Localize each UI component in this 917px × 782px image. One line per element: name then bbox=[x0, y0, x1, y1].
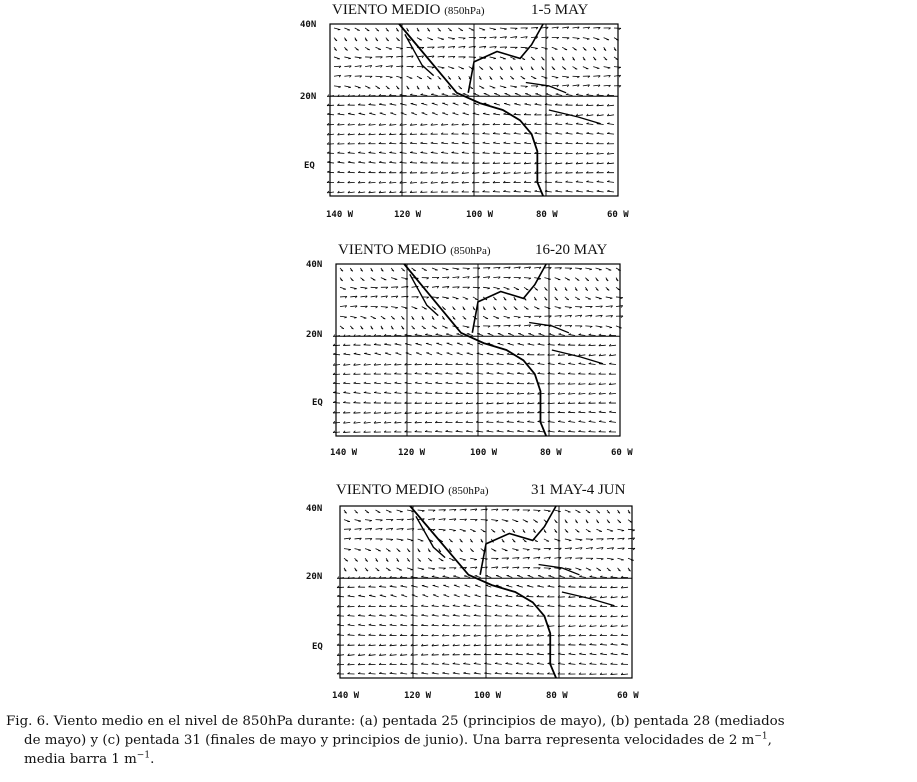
x-label-120w: 120 W bbox=[404, 691, 432, 701]
wind-vector-map bbox=[330, 24, 618, 196]
x-label-60w: 60 W bbox=[611, 448, 633, 458]
x-label-140w: 140 W bbox=[326, 210, 354, 220]
wind-vector-map bbox=[340, 506, 632, 678]
x-label-100w: 100 W bbox=[466, 210, 494, 220]
panel-date: 16-20 MAY bbox=[535, 242, 608, 258]
caption-line-2: de mayo) y (c) pentada 31 (finales de mayo y principios de junio). Una barra representa velocidades de 2 $m^{-1}$, bbox=[24, 731, 772, 748]
coastline bbox=[539, 564, 615, 605]
pressure-level: (850hPa) bbox=[448, 485, 489, 497]
coastline bbox=[404, 264, 546, 436]
y-label-40n: 40N bbox=[306, 260, 323, 270]
x-label-80w: 80 W bbox=[536, 210, 558, 220]
coastline bbox=[529, 322, 603, 363]
coastline bbox=[399, 24, 543, 196]
y-label-eq: EQ bbox=[312, 398, 323, 408]
coastline bbox=[480, 506, 556, 575]
y-label-eq: EQ bbox=[304, 161, 315, 171]
coastline bbox=[526, 82, 601, 123]
x-label-60w: 60 W bbox=[617, 691, 639, 701]
coastline bbox=[410, 274, 438, 315]
panel-title: VIENTO MEDIO (850hPa) bbox=[338, 242, 491, 258]
pressure-level: (850hPa) bbox=[450, 245, 491, 257]
x-label-120w: 120 W bbox=[394, 210, 422, 220]
wind-map-panel-a bbox=[0, 0, 917, 240]
y-label-40n: 40N bbox=[300, 20, 317, 30]
wind-vector-map bbox=[336, 264, 620, 436]
figure-caption bbox=[6, 712, 912, 769]
x-label-80w: 80 W bbox=[546, 691, 568, 701]
x-label-80w: 80 W bbox=[540, 448, 562, 458]
wind-map-panel-c bbox=[0, 480, 917, 720]
panel-date: 1-5 MAY bbox=[531, 2, 589, 18]
y-label-20n: 20N bbox=[300, 92, 317, 102]
caption-line-3: media barra 1 $m^{-1}$. bbox=[24, 750, 155, 767]
x-label-140w: 140 W bbox=[332, 691, 360, 701]
caption-line-1: Fig. 6. Viento medio en el nivel de 850hPa durante: (a) pentada 25 (principios de mayo), (b) pentada 28 (mediados bbox=[6, 714, 785, 729]
x-label-60w: 60 W bbox=[607, 210, 629, 220]
y-label-eq: EQ bbox=[312, 642, 323, 652]
y-label-20n: 20N bbox=[306, 330, 323, 340]
x-label-120w: 120 W bbox=[398, 448, 426, 458]
coastline bbox=[468, 24, 543, 93]
y-label-40n: 40N bbox=[306, 504, 323, 514]
panel-title: VIENTO MEDIO (850hPa) bbox=[332, 2, 485, 18]
x-label-100w: 100 W bbox=[470, 448, 498, 458]
coastline bbox=[405, 34, 434, 75]
wind-map-panel-b bbox=[0, 240, 917, 480]
x-label-100w: 100 W bbox=[474, 691, 502, 701]
y-label-20n: 20N bbox=[306, 572, 323, 582]
pressure-level: (850hPa) bbox=[444, 5, 485, 17]
panel-date: 31 MAY-4 JUN bbox=[531, 482, 626, 498]
x-label-140w: 140 W bbox=[330, 448, 358, 458]
panel-title: VIENTO MEDIO (850hPa) bbox=[336, 482, 489, 498]
